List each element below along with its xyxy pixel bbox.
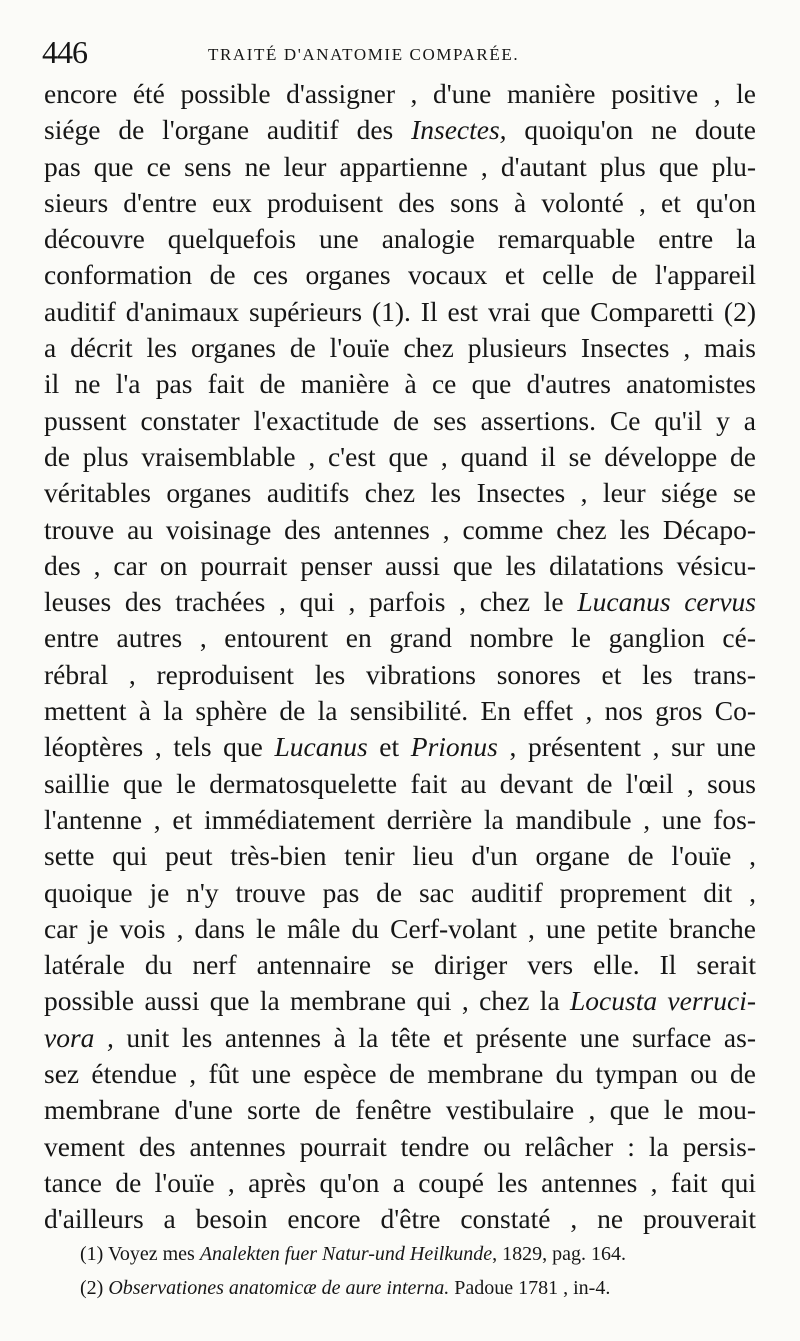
text-line: membrane d'une sorte de fenêtre vestibulaire , que le mou- — [44, 1094, 756, 1126]
text-line: auditif d'animaux supérieurs (1). Il est vrai que Comparetti (2) — [44, 295, 756, 327]
text-line: mettent à la sphère de la sensibilité. En effet , nos gros Co- — [44, 695, 756, 727]
text-line: saillie que le dermatosquelette fait au devant de l'œil , sous — [44, 767, 756, 799]
text-line: pussent constater l'exactitude de ses assertions. Ce qu'il y a — [44, 404, 756, 436]
text-line: des , car on pourrait penser aussi que les dilatations vésicu- — [44, 549, 756, 581]
footnote-text: Padoue 1781 , in-4. — [449, 1277, 611, 1299]
text-line: léoptères , tels que Lucanus et Prionus , présentent , sur une — [44, 731, 756, 763]
footnote-1 — [80, 1237, 760, 1271]
italic-term: vora , — [44, 1021, 114, 1053]
footnote-title: Analekten fuer Natur-und Heilkunde — [199, 1243, 493, 1265]
text-line: pas que ce sens ne leur appartienne , d'autant plus que plu- — [44, 150, 756, 182]
footnote-marker: (1) — [80, 1243, 104, 1265]
text-line: vora , unit les antennes à la tête et présente une surface as- — [44, 1021, 756, 1053]
text-line: quoique je n'y trouve pas de sac auditif proprement dit , — [44, 876, 756, 908]
text-line: siége de l'organe auditif des Insectes, quoiqu'on ne doute — [44, 114, 756, 146]
text-line: rébral , reproduisent les vibrations sonores et les trans- — [44, 658, 756, 690]
text-line: il ne l'a pas fait de manière à ce que d'autres anatomistes — [44, 368, 756, 400]
text-line: l'antenne , et immédiatement derrière la mandibule , une fos- — [44, 803, 756, 835]
text-line: vement des antennes pourrait tendre ou relâcher : la persis- — [44, 1130, 756, 1162]
text-line: encore été possible d'assigner , d'une manière positive , le — [44, 78, 756, 109]
text-line: latérale du nerf antennaire se diriger vers elle. Il serait — [44, 949, 756, 981]
body-text — [44, 76, 756, 1238]
text-line: trouve au voisinage des antennes , comme chez les Décapo- — [44, 513, 756, 545]
text-line: conformation de ces organes vocaux et celle de l'appareil — [44, 259, 756, 291]
italic-term: Lucanus cervus — [577, 586, 756, 618]
footnotes — [80, 1237, 760, 1305]
text-line: leuses des trachées , qui , parfois , chez le Lucanus cervus — [44, 586, 756, 618]
text-line: d'ailleurs a besoin encore d'être constaté , ne prouverait — [44, 1203, 756, 1235]
footnote-2 — [80, 1271, 760, 1305]
text-line: entre autres , entourent en grand nombre le ganglion cé- — [44, 622, 756, 654]
italic-term: Prionus — [410, 731, 498, 763]
text-line: véritables organes auditifs chez les Insectes , leur siége se — [44, 477, 756, 509]
footnote-text: , 1829, pag. 164. — [492, 1243, 627, 1265]
page-header — [42, 28, 762, 78]
text-line: sette qui peut très-bien tenir lieu d'un organe de l'ouïe , — [44, 840, 756, 872]
text-line: de plus vraisemblable , c'est que , quand il se développe de — [44, 440, 756, 472]
running-title: TRAITÉ D'ANATOMIE COMPARÉE. — [208, 45, 520, 64]
text-line: sez étendue , fût une espèce de membrane du tympan ou de — [44, 1058, 756, 1090]
footnote-title: Observationes anatomicæ de aure interna. — [108, 1277, 450, 1299]
text-line: tance de l'ouïe , après qu'on a coupé les antennes , fait qui — [44, 1166, 756, 1198]
text-line: découvre quelquefois une analogie remarquable entre la — [44, 223, 756, 255]
page-number: 446 — [42, 34, 87, 70]
italic-term: Locusta verruci- — [570, 985, 756, 1017]
footnote-text: Voyez mes — [107, 1243, 200, 1265]
text-line: possible aussi que la membrane qui , chez la Locusta verruci- — [44, 985, 756, 1017]
footnote-marker: (2) — [80, 1277, 104, 1299]
text-line: a décrit les organes de l'ouïe chez plusieurs Insectes , mais — [44, 332, 756, 364]
text-line: sieurs d'entre eux produisent des sons à volonté , et qu'on — [44, 186, 756, 218]
text-line: car je vois , dans le mâle du Cerf-volant , une petite branche — [44, 912, 756, 944]
italic-term: Insectes, — [411, 114, 507, 146]
italic-term: Lucanus — [274, 731, 368, 763]
